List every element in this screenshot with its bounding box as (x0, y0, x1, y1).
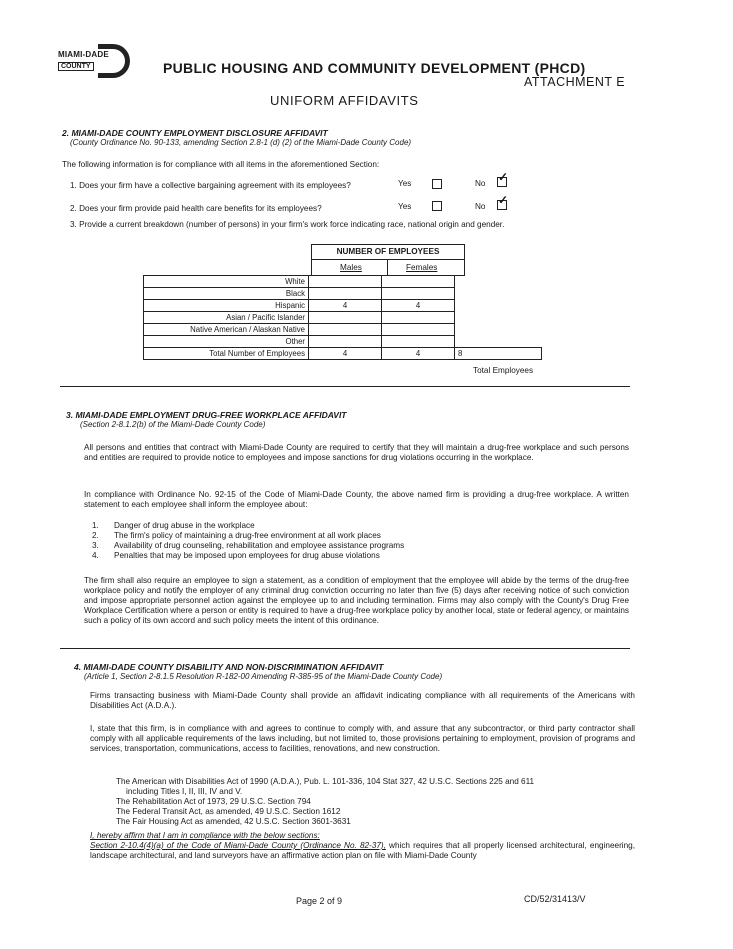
q2-yes-checkbox[interactable] (432, 201, 442, 211)
logo-text-county: COUNTY (58, 62, 94, 71)
page-title: PUBLIC HOUSING AND COMMUNITY DEVELOPMENT (PHCD) (163, 60, 586, 76)
employee-breakdown-table (143, 275, 542, 360)
attachment-label: ATTACHMENT E (524, 75, 626, 89)
section-3-paragraph-3: The firm shall also require an employee to sign a statement, as a condition of employment that the employee will abide by the terms of the drug-free workplace policy and notify the employer of any criminal drug conviction occurring no later than five (5) days after receiving notice of such conviction and impose appropriate personnel action against the employee up to and including termination. Firms may also comply with the County's Drug Free Workplace Certification where a person or entity is required to have a drug-free workplace policy by another local, state or federal agency, or maintains such a policy of its own accord and such policy meets the intent of this ordinance. (84, 576, 629, 625)
list-item: The Federal Transit Act, as amended, 49 U.S.C. Section 1612 (116, 807, 341, 816)
section-4-heading: 4. MIAMI-DADE COUNTY DISABILITY AND NON-DISCRIMINATION AFFIDAVIT (74, 662, 384, 672)
section-4-subheading: (Article 1, Section 2-8.1.5 Resolution R-182-00 Amending R-385-95 of the Miami-Dade County Code) (84, 672, 443, 681)
total-males-cell[interactable]: 4 (309, 348, 382, 360)
list-item: 1. Danger of drug abuse in the workplace (92, 521, 255, 530)
section-3-paragraph-2: In compliance with Ordinance No. 92-15 of the Code of Miami-Dade County, the above named firm is providing a drug-free workplace. A written statement to each employee shall inform the employee about: (84, 490, 629, 509)
section-3-subheading: (Section 2-8.1.2(b) of the Miami-Dade County Code) (80, 420, 266, 429)
total-females-cell[interactable]: 4 (382, 348, 455, 360)
logo-text: MIAMI-DADE (58, 50, 109, 59)
total-employees-cell[interactable]: 8 (455, 348, 542, 360)
table-row (144, 288, 542, 300)
list-item: including Titles I, II, III, IV and V. (126, 787, 243, 796)
list-item: The Rehabilitation Act of 1973, 29 U.S.C. Section 794 (116, 797, 311, 806)
county-logo (58, 44, 130, 82)
section-3-paragraph-1: All persons and entities that contract with Miami-Dade County are required to certify that they will maintain a drug-free workplace and such persons and entities are required to provide notice to employees and impose sanctions for drug violations occurring in the workplace. (84, 443, 629, 462)
table-row-total (144, 348, 542, 360)
row-label: Native American / Alaskan Native (144, 324, 309, 336)
document-subtitle: UNIFORM AFFIDAVITS (270, 93, 419, 108)
section-4-paragraph-2: I, state that this firm, is in compliance with and agrees to continue to comply with, and assure that any subcontractor, or third party contractor shall comply with all applicable requirements of the laws including, but not limited to, those provisions pertaining to employment, provision of programs and services, transportation, communications, access to facilities, renovations, and new construction. (90, 724, 635, 753)
females-cell[interactable] (382, 336, 455, 348)
q2-check-mark-icon: ✓ (498, 193, 509, 207)
row-label: Black (144, 288, 309, 300)
males-header: Males (340, 263, 362, 272)
section-divider (60, 648, 630, 649)
list-item: 4. Penalties that may be imposed upon employees for drug abuse violations (92, 551, 380, 560)
females-cell[interactable] (382, 312, 455, 324)
table-row (144, 336, 542, 348)
q2-no-label: No (475, 202, 486, 211)
males-cell[interactable] (309, 288, 382, 300)
question-2: 2. Does your firm provide paid health care benefits for its employees? (70, 204, 322, 213)
document-code: CD/52/31413/V (524, 894, 586, 904)
section-2-subheading: (County Ordinance No. 90-133, amending Section 2.8-1 (d) (2) of the Miami-Dade County Code) (70, 138, 412, 147)
question-3: 3. Provide a current breakdown (number of persons) in your firm's work force indicating race, national origin and gender. (70, 220, 505, 229)
row-label: Other (144, 336, 309, 348)
total-label: Total Number of Employees (144, 348, 309, 360)
list-item: 3. Availability of drug counseling, rehabilitation and employee assistance programs (92, 541, 405, 550)
table-row (144, 324, 542, 336)
table-row (144, 312, 542, 324)
q1-yes-label: Yes (398, 179, 412, 188)
females-cell[interactable] (382, 276, 455, 288)
acts-list (116, 777, 534, 827)
question-1: 1. Does your firm have a collective bargaining agreement with its employees? (70, 181, 351, 190)
section-4-paragraph-1: Firms transacting business with Miami-Dade County shall provide an affidavit indicating compliance with all requirements of the Americans with Disabilities Act (A.D.A.). (90, 691, 635, 710)
females-header: Females (406, 263, 438, 272)
q1-check-mark-icon: ✓ (498, 170, 509, 184)
logo-mark-icon (98, 44, 130, 78)
row-label: Hispanic (144, 300, 309, 312)
females-cell[interactable] (382, 324, 455, 336)
code-citation: Section 2-10.4(4)(a) of the Code of Miami-Dade County (Ordinance No. 82-37), (90, 841, 386, 850)
q1-yes-checkbox[interactable] (432, 179, 442, 189)
number-of-employees-header: NUMBER OF EMPLOYEES (336, 247, 440, 256)
page-number: Page 2 of 9 (296, 896, 343, 906)
table-row (144, 300, 542, 312)
employee-table-header (311, 244, 465, 276)
row-label: Asian / Pacific Islander (144, 312, 309, 324)
males-cell[interactable] (309, 336, 382, 348)
males-cell[interactable] (309, 312, 382, 324)
row-label: White (144, 276, 309, 288)
affirmation-line: I, hereby affirm that I am in compliance with the below sections: (90, 831, 320, 840)
q2-yes-label: Yes (398, 202, 412, 211)
list-item: The American with Disabilities Act of 1990 (A.D.A.), Pub. L. 101-336, 104 Stat 327, 42 U.S.C. Sections 225 and 611 (116, 777, 535, 786)
list-item: 2. The firm's policy of maintaining a drug-free environment at all work places (92, 531, 381, 540)
section-2-heading: 2. MIAMI-DADE COUNTY EMPLOYMENT DISCLOSURE AFFIDAVIT (62, 128, 328, 138)
section-3-heading: 3. MIAMI-DADE EMPLOYMENT DRUG-FREE WORKPLACE AFFIDAVIT (66, 410, 347, 420)
section-2-intro: The following information is for compliance with all items in the aforementioned Section: (62, 160, 380, 169)
citation-text: which requires that all properly licensed architectural, engineering, landscape architectural, and land surveyors have an affirmative action plan on file with Miami-Dade County (90, 841, 635, 860)
q1-no-label: No (475, 179, 486, 188)
females-cell[interactable]: 4 (382, 300, 455, 312)
section-4-paragraph-3 (90, 841, 635, 861)
list-item: The Fair Housing Act as amended, 42 U.S.C. Section 3601-3631 (116, 817, 351, 826)
males-cell[interactable] (309, 324, 382, 336)
section-divider (60, 386, 630, 387)
males-cell[interactable] (309, 276, 382, 288)
table-row (144, 276, 542, 288)
females-cell[interactable] (382, 288, 455, 300)
males-cell[interactable]: 4 (309, 300, 382, 312)
drug-free-list (92, 521, 404, 561)
total-employees-label: Total Employees (473, 366, 534, 375)
